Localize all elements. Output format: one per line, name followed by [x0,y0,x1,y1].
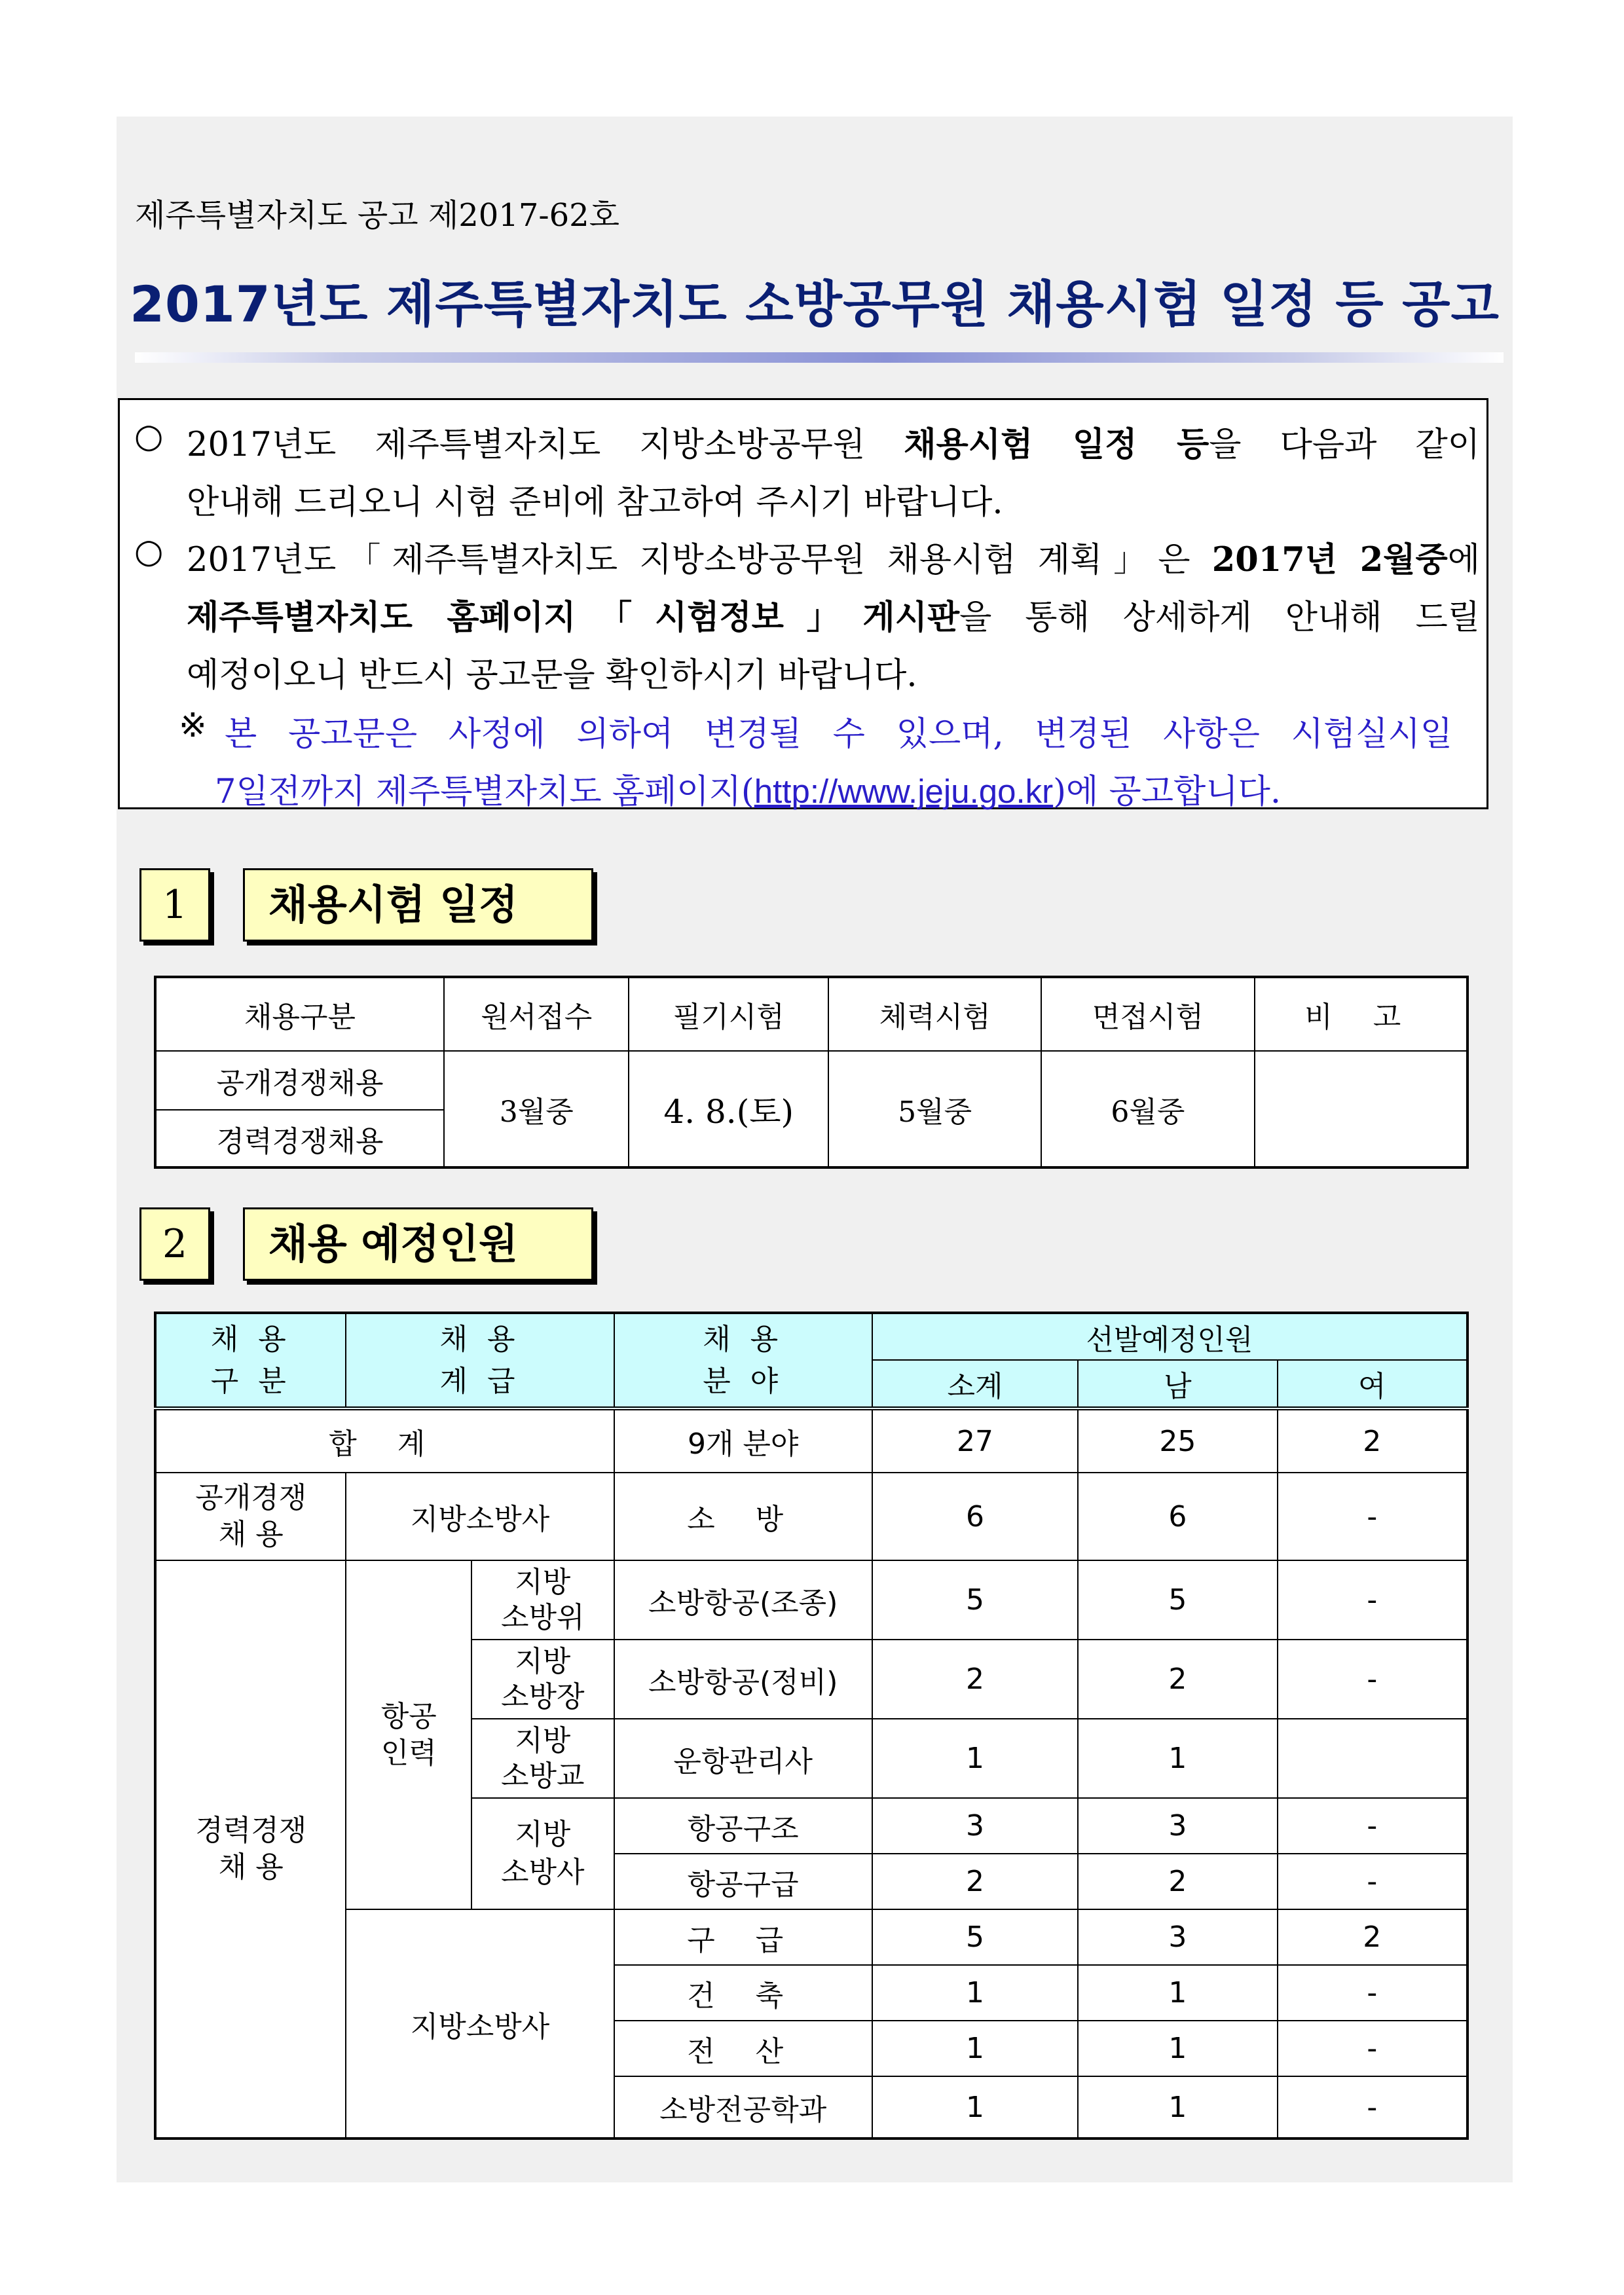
schedule-row [155,1051,1467,1110]
bullet-circle: ○ [134,532,164,571]
staffing-table [154,1312,1469,2140]
application-period: 3월중 [444,1051,629,1167]
male-cell: 2 [1078,1854,1277,1909]
rank-cell: 지방 소방사 [471,1798,614,1909]
total-subtotal: 27 [872,1408,1078,1473]
field-cell: 운항관리사 [614,1719,872,1798]
reference-mark: ※ [179,707,207,745]
male-cell: 1 [1078,1965,1277,2021]
field-cell: 소방전공학과 [614,2076,872,2139]
subtotal-cell: 1 [872,2076,1078,2139]
total-male: 25 [1078,1408,1277,1473]
header-field: 채 용 분 야 [614,1313,872,1408]
subtotal-cell: 1 [872,2021,1078,2076]
female-cell: - [1278,2076,1467,2139]
female-cell: - [1278,1473,1467,1560]
aviation-group: 항공 인력 [346,1560,471,1909]
page-title: 2017년도 제주특별자치도 소방공무원 채용시험 일정 등 공고 [130,275,1500,333]
section-2-number: 2 [139,1207,210,1281]
table-row [155,1909,1467,1965]
document-frame [117,117,1513,2182]
field-cell: 전 산 [614,2021,872,2076]
field-cell: 건 축 [614,1965,872,2021]
male-cell: 3 [1078,1909,1277,1965]
subtotal-cell: 5 [872,1560,1078,1640]
category-open: 공개경쟁 채 용 [155,1473,346,1560]
total-female: 2 [1278,1408,1467,1473]
total-label: 합 계 [155,1408,614,1473]
female-cell: - [1278,1854,1467,1909]
section-1-number: 1 [139,868,210,942]
subtotal-cell: 6 [872,1473,1078,1560]
staffing-header-row [155,1313,1467,1360]
header-application: 원서접수 [444,977,629,1051]
subtotal-cell: 3 [872,1798,1078,1854]
male-cell: 2 [1078,1640,1277,1719]
interview-period: 6월중 [1041,1051,1254,1167]
schedule-table [154,976,1469,1169]
bullet-circle: ○ [134,417,164,456]
table-row [155,1560,1467,1640]
field-cell: 소 방 [614,1473,872,1560]
male-cell: 5 [1078,1560,1277,1640]
field-cell: 항공구조 [614,1798,872,1854]
female-cell: 2 [1278,1909,1467,1965]
schedule-header-row [155,977,1467,1051]
field-cell: 구 급 [614,1909,872,1965]
total-row [155,1408,1467,1473]
subtotal-cell: 2 [872,1640,1078,1719]
header-subtotal: 소계 [872,1360,1078,1408]
document-page [117,117,1513,2182]
header-category: 채 용 구 분 [155,1313,346,1408]
subtotal-cell: 1 [872,1965,1078,2021]
section-2-title: 채용 예정인원 [243,1207,593,1281]
intro-box: ○ 2017년도 제주특별자치도 지방소방공무원 채용시험 일정 등을 다음과 같이 안내해 드리오니 시험 준비에 참고하여 주시기 바랍니다. ○ 2017년도「제주특별자치도 지방소방공무원 채용시험 계획」은 2017년 2월중에 제주특별자치도 홈페이지「시험정보」게시판을 통해 상세하게 안내해 드릴 예정이오니 반드시 공고문을 확인하시기 바랍니다. ※ 본 공고문은 사정에 의하여 변경될 수 있으며, 변경된 사항은 시험실시일 7일전까지 제주특별자치도 홈페이지(http://www.jeju.go.kr)에 공고합니다. [118,398,1488,809]
rank-cell: 지방 소방장 [471,1640,614,1719]
category-career: 경력경쟁 채 용 [155,1560,346,2139]
header-planned: 선발예정인원 [872,1313,1467,1360]
male-cell: 1 [1078,1719,1277,1798]
rank-cell: 지방 소방교 [471,1719,614,1798]
female-cell: - [1278,2021,1467,2076]
header-category: 채용구분 [155,977,444,1051]
total-field: 9개 분야 [614,1408,872,1473]
male-cell: 1 [1078,2021,1277,2076]
rank-cell: 지방 소방위 [471,1560,614,1640]
table-row [155,1473,1467,1560]
subtotal-cell: 1 [872,1719,1078,1798]
female-cell: - [1278,1798,1467,1854]
male-cell: 3 [1078,1798,1277,1854]
male-cell: 6 [1078,1473,1277,1560]
header-male: 남 [1078,1360,1277,1408]
header-female: 여 [1278,1360,1467,1408]
male-cell: 1 [1078,2076,1277,2139]
remarks-cell [1255,1051,1467,1167]
section-1-title: 채용시험 일정 [243,868,593,942]
rank-career: 지방소방사 [346,1909,614,2139]
jeju-homepage-link[interactable]: http://www.jeju.go.kr [754,773,1054,810]
field-cell: 항공구급 [614,1854,872,1909]
subtotal-cell: 2 [872,1854,1078,1909]
type-career: 경력경쟁채용 [155,1110,444,1167]
notice-number: 제주특별자치도 공고 제2017-62호 [135,197,620,234]
female-cell: - [1278,1560,1467,1640]
header-physical: 체력시험 [828,977,1041,1051]
title-underline [135,352,1504,363]
header-rank: 채 용 계 급 [346,1313,614,1408]
field-cell: 소방항공(조종) [614,1560,872,1640]
rank-open: 지방소방사 [346,1473,614,1560]
written-exam-date: 4. 8.(토) [629,1051,828,1167]
physical-exam-period: 5월중 [828,1051,1041,1167]
female-cell: - [1278,1965,1467,2021]
field-cell: 소방항공(정비) [614,1640,872,1719]
subtotal-cell: 5 [872,1909,1078,1965]
type-open: 공개경쟁채용 [155,1051,444,1110]
header-written: 필기시험 [629,977,828,1051]
female-cell [1278,1719,1467,1798]
header-remarks: 비 고 [1255,977,1467,1051]
header-interview: 면접시험 [1041,977,1254,1051]
female-cell: - [1278,1640,1467,1719]
